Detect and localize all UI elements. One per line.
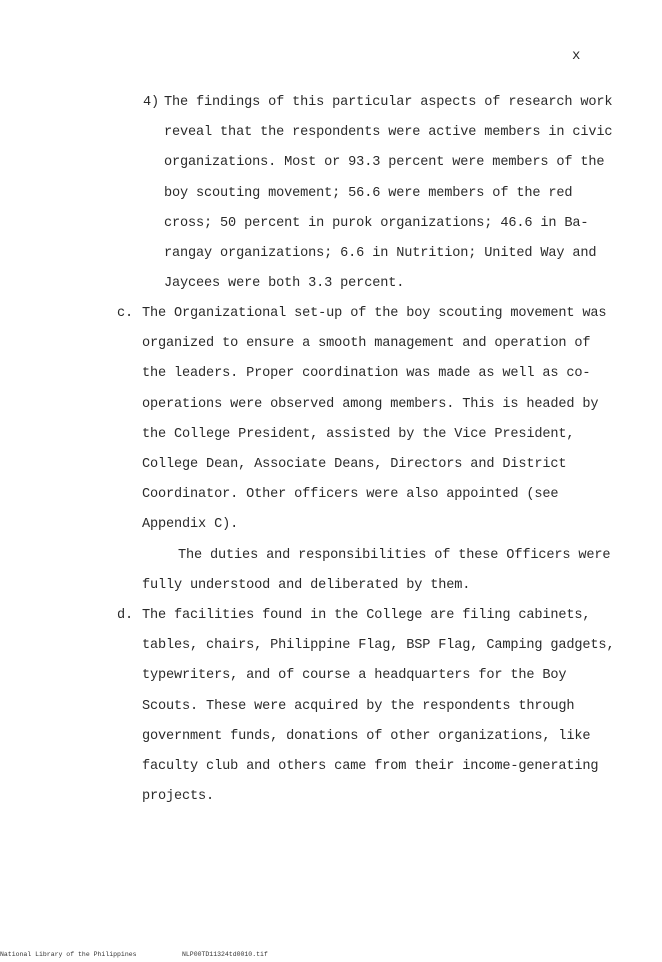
text-line: cross; 50 percent in purok organizations; 46.6 in Ba- [164,215,589,231]
item-marker: d. [117,608,134,623]
text-line: operations were observed among members. This is headed by [142,396,599,412]
item-marker: c. [117,306,134,321]
item-marker: 4) [143,95,160,110]
text-line: The duties and responsibilities of these Officers were [178,548,611,563]
finding-item-4 [0,88,612,299]
text-line: organized to ensure a smooth management and operation of [142,336,591,352]
text-line: rangay organizations; 6.6 in Nutrition; United Way and [164,245,597,261]
text-line: the leaders. Proper coordination was made as well as co- [142,366,591,382]
text-line: Jaycees were both 3.3 percent. [164,276,405,292]
finding-item-d [0,601,614,812]
text-line: The Organizational set-up of the boy scouting movement was [142,306,607,321]
text-line: College Dean, Associate Deans, Directors and District [142,456,567,472]
text-line: tables, chairs, Philippine Flag, BSP Flag, Camping gadgets, [142,638,615,654]
text-line: Scouts. These were acquired by the respondents through [142,698,575,714]
finding-item-c-paragraph-2 [0,541,610,601]
text-line: government funds, donations of other organizations, like [142,728,591,744]
text-line: organizations. Most or 93.3 percent were members of the [164,155,605,171]
finding-item-c [0,299,606,541]
scan-footer [0,951,268,958]
text-line: reveal that the respondents were active members in civic [164,125,613,141]
text-line: Appendix C). [142,517,239,533]
file-name: NLP00TD11324td0010.tif [182,951,268,958]
library-credit: National Library of the Philippines [0,951,137,958]
text-line: The facilities found in the College are filing cabinets, [142,608,591,623]
text-line: Coordinator. Other officers were also appointed (see [142,487,559,503]
page-number: x [572,48,581,64]
text-line: the College President, assisted by the Vice President, [142,426,575,442]
text-line: projects. [142,789,215,805]
text-line: faculty club and others came from their income-generating [142,758,599,774]
text-line: fully understood and deliberated by them. [142,578,471,594]
text-line: typewriters, and of course a headquarters for the Boy [142,668,567,684]
text-line: boy scouting movement; 56.6 were members of the red [164,185,573,201]
text-line: The findings of this particular aspects of research work [164,95,613,110]
